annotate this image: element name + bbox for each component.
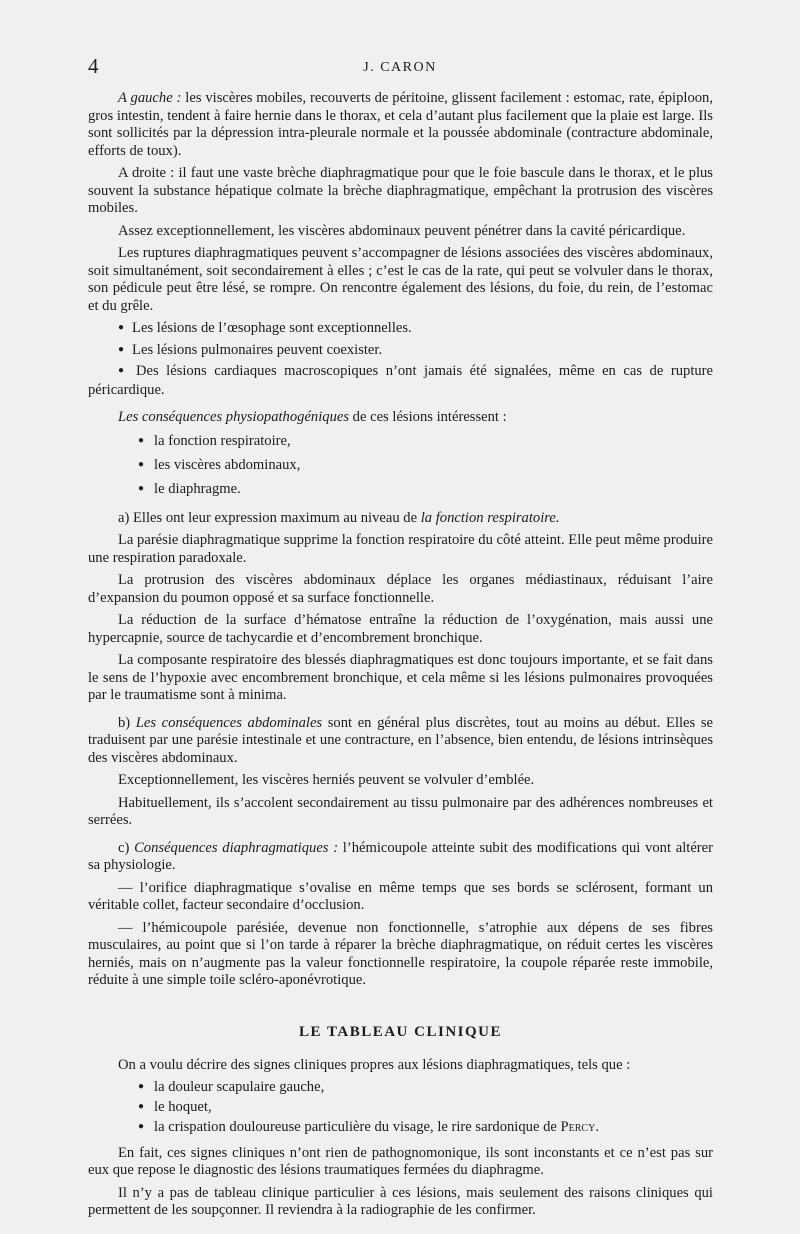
bullet-pulmonary: ● Les lésions pulmonaires peuvent coexister. <box>88 342 713 361</box>
paragraph-associated-lesions: Les ruptures diaphragmatiques peuvent s’accompagner de lésions associées des viscères abdominaux, soit simultanément, soit secondairement à elles ; c’est le cas de la rate, qui peut se volvuler dans le thorax, son pédicule peut être lésé, se rompre. On rencontre également des lésions, du foie, du rein, de l’estomac et du grêle. <box>88 245 713 314</box>
paragraph-b2: Habituellement, ils s’accolent secondairement au tissu pulmonaire par des adhérences nombreuses et serrées. <box>88 794 713 828</box>
lead-consequences: Les conséquences physiopathogéniques <box>118 409 350 425</box>
bullet-cardiac: ● Des lésions cardiaques macroscopiques n’ont jamais été signalées, même en cas de rupture péricardique. <box>88 363 713 399</box>
lead-left: A gauche : <box>118 90 182 106</box>
paragraph-a: a) Elles ont leur expression maximum au niveau de la fonction respiratoire. <box>118 509 560 526</box>
article-body <box>88 90 713 1225</box>
paragraph-a2: La protrusion des viscères abdominaux déplace les organes médiastinaux, réduisant l’aire d’expansion du poumon opposé et sa surface fonctionnelle. <box>88 572 713 606</box>
list-item: ● la douleur scapulaire gauche, <box>138 1078 713 1098</box>
paragraph-consequences: Les conséquences physiopathogéniques de ces lésions intéressent : <box>118 409 507 425</box>
list-item: ● le diaphragme. <box>138 480 713 500</box>
list-item: ● le hoquet, <box>138 1098 713 1118</box>
paragraph-c1: — l’orifice diaphragmatique s’ovalise en même temps que ses bords se sclérosent, formant un véritable collet, facteur secondaire d’occlusion. <box>88 879 713 913</box>
paragraph-a3: La réduction de la surface d’hématose entraîne la réduction de l’oxygénation, mais aussi une hypercapnie, source de tachycardie et d’encombrement bronchique. <box>88 612 713 646</box>
bullet-icon <box>118 342 132 358</box>
section-heading: LE TABLEAU CLINIQUE <box>299 1023 502 1040</box>
running-title: J. CARON <box>363 60 437 75</box>
bullet-icon <box>118 363 136 379</box>
paragraph-clinical-2: Il n’y a pas de tableau clinique particulier à ces lésions, mais seulement des raisons cliniques qui permettent de les soupçonner. Il reviendra à la radiographie de les confirmer. <box>88 1184 713 1218</box>
list-item: ● les viscères abdominaux, <box>138 456 713 476</box>
page-number: 4 <box>88 54 99 78</box>
author-name: Percy. <box>560 1118 599 1135</box>
bullet-oesophagus: ● Les lésions de l’œsophage sont exceptionnelles. <box>88 320 713 339</box>
paragraph-pericardial: Assez exceptionnellement, les viscères abdominaux peuvent pénétrer dans la cavité péricardique. <box>118 222 686 239</box>
paragraph-a4: La composante respiratoire des blessés diaphragmatiques est donc toujours importante, et se fait dans le sens de l’hypoxie avec encombrement bronchique, et cela même si les lésions pulmonaires provoquées par le traumatisme sont à minima. <box>88 652 713 703</box>
bullet-icon <box>118 320 132 336</box>
paragraph-clinical-intro: On a voulu décrire des signes cliniques propres aux lésions diaphragmatiques, tels que : <box>118 1057 631 1073</box>
paragraph-c: c) Conséquences diaphragmatiques : l’hémicoupole atteinte subit des modifications qui vont altérer sa physiologie. <box>88 839 713 873</box>
paragraph-a1: La parésie diaphragmatique supprime la fonction respiratoire du côté atteint. Elle peut même produire une respiration paradoxale. <box>88 532 713 566</box>
paragraph-c2: — l’hémicoupole parésiée, devenue non fonctionnelle, s’atrophie aux dépens de ses fibres musculaires, au point que si l’on tarde à réparer la brèche diaphragmatique, on réduit certes les viscères herniés, mais on n’augmente pas la valeur fonctionnelle respiratoire, la coupole réparée reste immobile, réduite à une simple toile scléro-aponévrotique. <box>88 919 713 988</box>
list-item: ● la crispation douloureuse particulière du visage, le rire sardonique de Percy. <box>138 1118 713 1138</box>
paragraph-b: b) Les conséquences abdominales sont en général plus discrètes, tout au moins au début. Elles se traduisent par une parésie intestinale et une contracture, en l’absence, bien entendu, de lésions intrinsèques des viscères abdominaux. <box>88 714 713 766</box>
paragraph-right-side: A droite : il faut une vaste brèche diaphragmatique pour que le foie bascule dans le thorax, et le plus souvent la substance hépatique colmate la brèche diaphragmatique, empêchant la protrusion des viscères mobiles. <box>88 165 713 216</box>
paragraph-left-side: A gauche : les viscères mobiles, recouverts de péritoine, glissent facilement : estomac, rate, épiploon, gros intestin, tendent à faire hernie dans le thorax, et cela d’autant plus facilement que la plaie est large. Ils sont sollicités par la dépression intra-pleurale normale et la poussée abdominale (contracture abdominale, efforts de toux). <box>88 90 713 159</box>
clinical-signs-list <box>88 1078 713 1138</box>
list-item: ● la fonction respiratoire, <box>138 432 713 452</box>
consequences-list <box>88 432 713 500</box>
paragraph-clinical-1: En fait, ces signes cliniques n’ont rien de pathognomonique, ils sont inconstants et ce n’est pas sur eux que repose le diagnostic des lésions traumatiques fermées du diaphragme. <box>88 1144 713 1178</box>
paragraph-b1: Exceptionnellement, les viscères herniés peuvent se volvuler d’emblée. <box>118 772 535 788</box>
